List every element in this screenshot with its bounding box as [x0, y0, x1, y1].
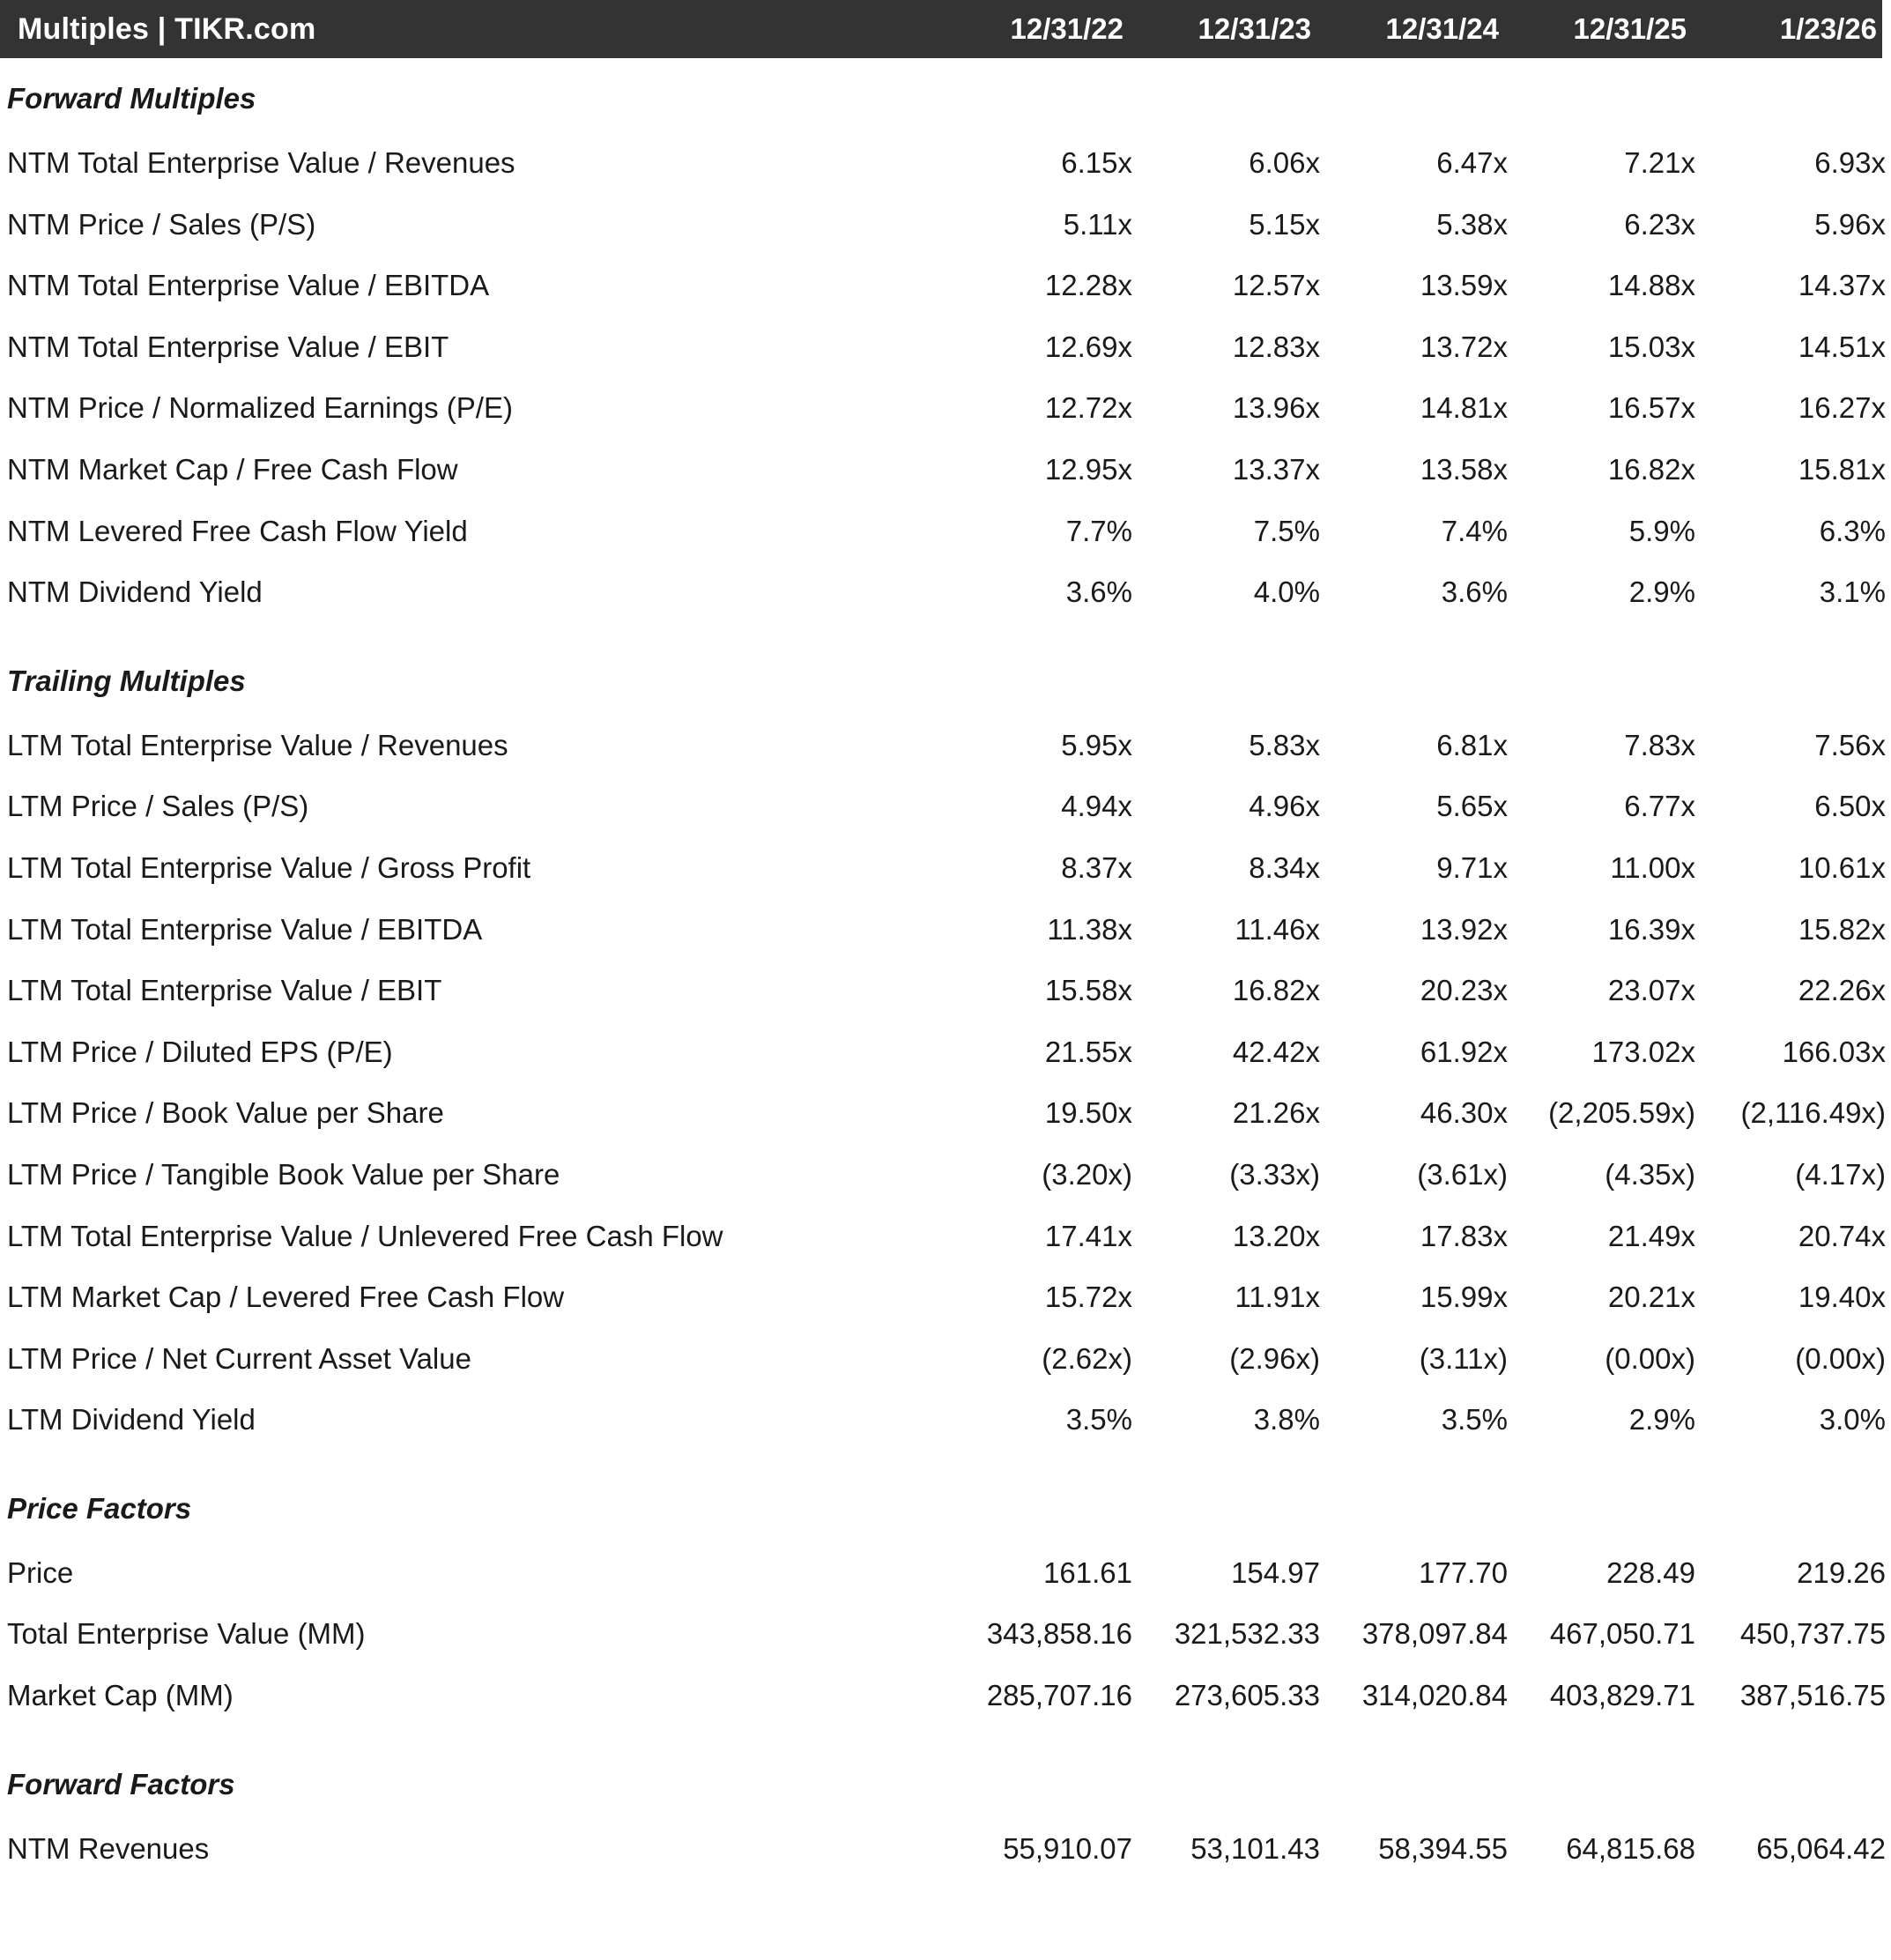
row-value: 55,910.07: [1003, 1831, 1132, 1865]
row-value: 19.50x: [1044, 1096, 1132, 1130]
row-value: 19.40x: [1798, 1281, 1886, 1314]
row-value: 14.37x: [1798, 269, 1886, 302]
row-value: 177.70: [1419, 1555, 1508, 1589]
table-row[interactable]: [0, 377, 1891, 439]
row-value: 3.6%: [1065, 575, 1132, 609]
row-value: 5.9%: [1628, 514, 1695, 547]
row-value: 12.72x: [1044, 391, 1132, 425]
row-label: LTM Total Enterprise Value / EBIT: [7, 974, 442, 1007]
row-value: 46.30x: [1420, 1096, 1508, 1130]
row-value: 2.9%: [1628, 1403, 1695, 1437]
row-value: (3.33x): [1229, 1157, 1320, 1191]
row-value: 6.50x: [1814, 790, 1886, 823]
row-value: 6.81x: [1436, 728, 1508, 761]
row-value: 5.38x: [1436, 207, 1508, 241]
table-header-bar: [0, 0, 1882, 58]
row-value: 17.83x: [1420, 1219, 1508, 1252]
row-value: 285,707.16: [986, 1679, 1132, 1712]
table-row[interactable]: [0, 1144, 1891, 1206]
row-value: 13.92x: [1420, 912, 1508, 946]
row-value: 21.26x: [1232, 1096, 1320, 1130]
row-label: NTM Total Enterprise Value / EBIT: [7, 330, 449, 363]
row-value: (2.96x): [1229, 1341, 1320, 1375]
table-row[interactable]: [0, 776, 1891, 837]
section-header-price-factors: [0, 1468, 1891, 1537]
row-value: 154.97: [1231, 1555, 1320, 1589]
row-value: 15.81x: [1798, 452, 1886, 486]
row-value: 13.20x: [1232, 1219, 1320, 1252]
row-value: 219.26: [1797, 1555, 1886, 1589]
row-value: 16.82x: [1232, 974, 1320, 1007]
table-row[interactable]: [0, 899, 1891, 961]
section-title: Forward Multiples: [7, 82, 256, 115]
row-value: 228.49: [1606, 1555, 1695, 1589]
section-header-trailing-multiples: [0, 641, 1891, 709]
table-row[interactable]: [0, 1328, 1891, 1390]
row-value: 15.99x: [1420, 1281, 1508, 1314]
table-row[interactable]: [0, 501, 1891, 562]
row-value: 12.83x: [1232, 330, 1320, 363]
row-value: 4.94x: [1061, 790, 1132, 823]
column-header-date-3[interactable]: 12/31/24: [1385, 12, 1499, 45]
row-label: LTM Dividend Yield: [7, 1403, 256, 1437]
row-value: 4.0%: [1253, 575, 1320, 609]
row-value: 173.02x: [1591, 1035, 1695, 1068]
row-value: 13.72x: [1420, 330, 1508, 363]
row-value: 3.8%: [1253, 1403, 1320, 1437]
row-value: 16.27x: [1798, 391, 1886, 425]
row-value: 7.56x: [1814, 728, 1886, 761]
row-value: 7.21x: [1624, 146, 1695, 179]
row-label: Market Cap (MM): [7, 1679, 234, 1712]
section-header-forward-multiples: [0, 58, 1891, 127]
row-value: 6.47x: [1436, 146, 1508, 179]
row-value: 22.26x: [1798, 974, 1886, 1007]
row-value: 13.59x: [1420, 269, 1508, 302]
row-value: 13.96x: [1232, 391, 1320, 425]
section-title: Trailing Multiples: [7, 664, 246, 697]
table-row[interactable]: [0, 132, 1891, 194]
row-label: LTM Total Enterprise Value / Gross Profit: [7, 850, 531, 884]
row-value: 6.06x: [1249, 146, 1320, 179]
row-value: 3.0%: [1819, 1403, 1886, 1437]
table-row[interactable]: [0, 715, 1891, 776]
row-value: 64,815.68: [1566, 1831, 1695, 1865]
row-value: 58,394.55: [1378, 1831, 1508, 1865]
row-label: LTM Price / Diluted EPS (P/E): [7, 1035, 393, 1068]
row-value: 7.7%: [1065, 514, 1132, 547]
row-label: LTM Price / Net Current Asset Value: [7, 1341, 471, 1375]
table-row[interactable]: [0, 837, 1891, 899]
row-value: (4.17x): [1795, 1157, 1886, 1191]
row-value: 11.91x: [1235, 1281, 1320, 1314]
row-value: 23.07x: [1607, 974, 1695, 1007]
row-value: 16.82x: [1607, 452, 1695, 486]
row-value: 6.3%: [1819, 514, 1886, 547]
row-value: 7.83x: [1624, 728, 1695, 761]
column-header-date-1[interactable]: 12/31/22: [1010, 12, 1123, 45]
row-value: 17.41x: [1044, 1219, 1132, 1252]
table-row[interactable]: [0, 1542, 1891, 1604]
table-row[interactable]: [0, 194, 1891, 256]
row-value: 166.03x: [1782, 1035, 1886, 1068]
row-value: 6.23x: [1624, 207, 1695, 241]
row-value: (2.62x): [1042, 1341, 1132, 1375]
row-value: 6.15x: [1061, 146, 1132, 179]
row-value: 42.42x: [1232, 1035, 1320, 1068]
row-value: 7.5%: [1253, 514, 1320, 547]
row-value: 7.4%: [1441, 514, 1508, 547]
column-header-date-2[interactable]: 12/31/23: [1198, 12, 1311, 45]
row-value: 20.21x: [1607, 1281, 1695, 1314]
table-row[interactable]: [0, 439, 1891, 501]
section-header-forward-factors: [0, 1744, 1891, 1813]
row-value: 20.74x: [1798, 1219, 1886, 1252]
table-row[interactable]: [0, 960, 1891, 1021]
row-value: 21.55x: [1044, 1035, 1132, 1068]
table-row[interactable]: [0, 561, 1891, 623]
row-value: 11.00x: [1610, 850, 1695, 884]
row-value: 5.15x: [1249, 207, 1320, 241]
row-value: (2,116.49x): [1740, 1096, 1886, 1130]
row-value: 16.39x: [1607, 912, 1695, 946]
row-value: 3.5%: [1065, 1403, 1132, 1437]
row-value: (3.11x): [1419, 1341, 1508, 1375]
row-value: 12.57x: [1232, 269, 1320, 302]
row-label: LTM Total Enterprise Value / Unlevered Free Cash Flow: [7, 1219, 723, 1252]
row-value: (0.00x): [1795, 1341, 1886, 1375]
row-value: 403,829.71: [1549, 1679, 1695, 1712]
section-title: Price Factors: [7, 1491, 192, 1525]
row-value: 15.72x: [1044, 1281, 1132, 1314]
row-value: (4.35x): [1605, 1157, 1695, 1191]
table-row[interactable]: [0, 1021, 1891, 1083]
row-value: 10.61x: [1798, 850, 1886, 884]
table-row[interactable]: [0, 1266, 1891, 1328]
section-title: Forward Factors: [7, 1767, 235, 1800]
row-value: (2,205.59x): [1548, 1096, 1695, 1130]
row-value: 321,532.33: [1174, 1617, 1320, 1651]
row-label: LTM Total Enterprise Value / EBITDA: [7, 912, 483, 946]
row-value: 6.77x: [1624, 790, 1695, 823]
row-label: NTM Price / Sales (P/S): [7, 207, 316, 241]
row-label: LTM Price / Tangible Book Value per Share: [7, 1157, 560, 1191]
table-row[interactable]: [0, 1603, 1891, 1665]
table-row[interactable]: [0, 316, 1891, 378]
row-value: 378,097.84: [1361, 1617, 1508, 1651]
multiples-table: [0, 58, 1891, 1879]
row-label: LTM Total Enterprise Value / Revenues: [7, 728, 508, 761]
row-value: 343,858.16: [986, 1617, 1132, 1651]
row-value: 3.1%: [1819, 575, 1886, 609]
row-value: 314,020.84: [1361, 1679, 1508, 1712]
table-row[interactable]: [0, 1665, 1891, 1726]
row-value: 8.37x: [1061, 850, 1132, 884]
row-value: 12.95x: [1044, 452, 1132, 486]
row-value: 53,101.43: [1190, 1831, 1320, 1865]
row-label: NTM Total Enterprise Value / EBITDA: [7, 269, 490, 302]
column-header-date-5[interactable]: 1/23/26: [1779, 12, 1877, 45]
row-value: 273,605.33: [1174, 1679, 1320, 1712]
row-label: LTM Market Cap / Levered Free Cash Flow: [7, 1281, 565, 1314]
row-value: 3.6%: [1441, 575, 1508, 609]
row-label: NTM Total Enterprise Value / Revenues: [7, 146, 515, 179]
table-row[interactable]: [0, 1818, 1891, 1880]
row-value: 5.83x: [1249, 728, 1320, 761]
row-value: 20.23x: [1420, 974, 1508, 1007]
row-label: Price: [7, 1555, 74, 1589]
row-value: 467,050.71: [1549, 1617, 1695, 1651]
table-row[interactable]: [0, 1206, 1891, 1267]
row-value: 13.58x: [1420, 452, 1508, 486]
row-value: 4.96x: [1249, 790, 1320, 823]
row-value: 5.96x: [1814, 207, 1886, 241]
row-value: 16.57x: [1607, 391, 1695, 425]
row-value: 15.58x: [1044, 974, 1132, 1007]
row-value: 65,064.42: [1756, 1831, 1886, 1865]
row-value: 14.88x: [1607, 269, 1695, 302]
table-row[interactable]: [0, 255, 1891, 316]
row-value: 14.81x: [1420, 391, 1508, 425]
row-label: LTM Price / Sales (P/S): [7, 790, 309, 823]
row-value: (0.00x): [1605, 1341, 1695, 1375]
row-value: 8.34x: [1249, 850, 1320, 884]
column-header-date-4[interactable]: 12/31/25: [1573, 12, 1687, 45]
row-value: 14.51x: [1798, 330, 1886, 363]
row-label: NTM Market Cap / Free Cash Flow: [7, 452, 458, 486]
table-row[interactable]: [0, 1389, 1891, 1451]
row-value: 12.28x: [1044, 269, 1132, 302]
row-value: 450,737.75: [1739, 1617, 1886, 1651]
row-value: 11.46x: [1235, 912, 1320, 946]
row-label: Total Enterprise Value (MM): [7, 1617, 366, 1651]
row-value: 15.03x: [1607, 330, 1695, 363]
row-label: NTM Dividend Yield: [7, 575, 263, 609]
row-value: (3.20x): [1042, 1157, 1132, 1191]
row-value: 15.82x: [1798, 912, 1886, 946]
row-value: (3.61x): [1417, 1157, 1508, 1191]
row-label: NTM Revenues: [7, 1831, 210, 1865]
row-value: 5.65x: [1436, 790, 1508, 823]
page-title: Multiples | TIKR.com: [18, 11, 316, 46]
row-value: 5.95x: [1061, 728, 1132, 761]
row-value: 61.92x: [1420, 1035, 1508, 1068]
row-value: 11.38x: [1047, 912, 1132, 946]
row-value: 161.61: [1043, 1555, 1132, 1589]
table-row[interactable]: [0, 1082, 1891, 1144]
row-label: NTM Levered Free Cash Flow Yield: [7, 514, 468, 547]
row-label: LTM Price / Book Value per Share: [7, 1096, 444, 1130]
row-value: 2.9%: [1628, 575, 1695, 609]
row-value: 6.93x: [1814, 146, 1886, 179]
row-value: 12.69x: [1044, 330, 1132, 363]
row-value: 21.49x: [1607, 1219, 1695, 1252]
row-value: 387,516.75: [1739, 1679, 1886, 1712]
row-value: 5.11x: [1063, 207, 1132, 241]
row-value: 9.71x: [1436, 850, 1508, 884]
row-value: 13.37x: [1232, 452, 1320, 486]
row-value: 3.5%: [1441, 1403, 1508, 1437]
row-label: NTM Price / Normalized Earnings (P/E): [7, 391, 513, 425]
